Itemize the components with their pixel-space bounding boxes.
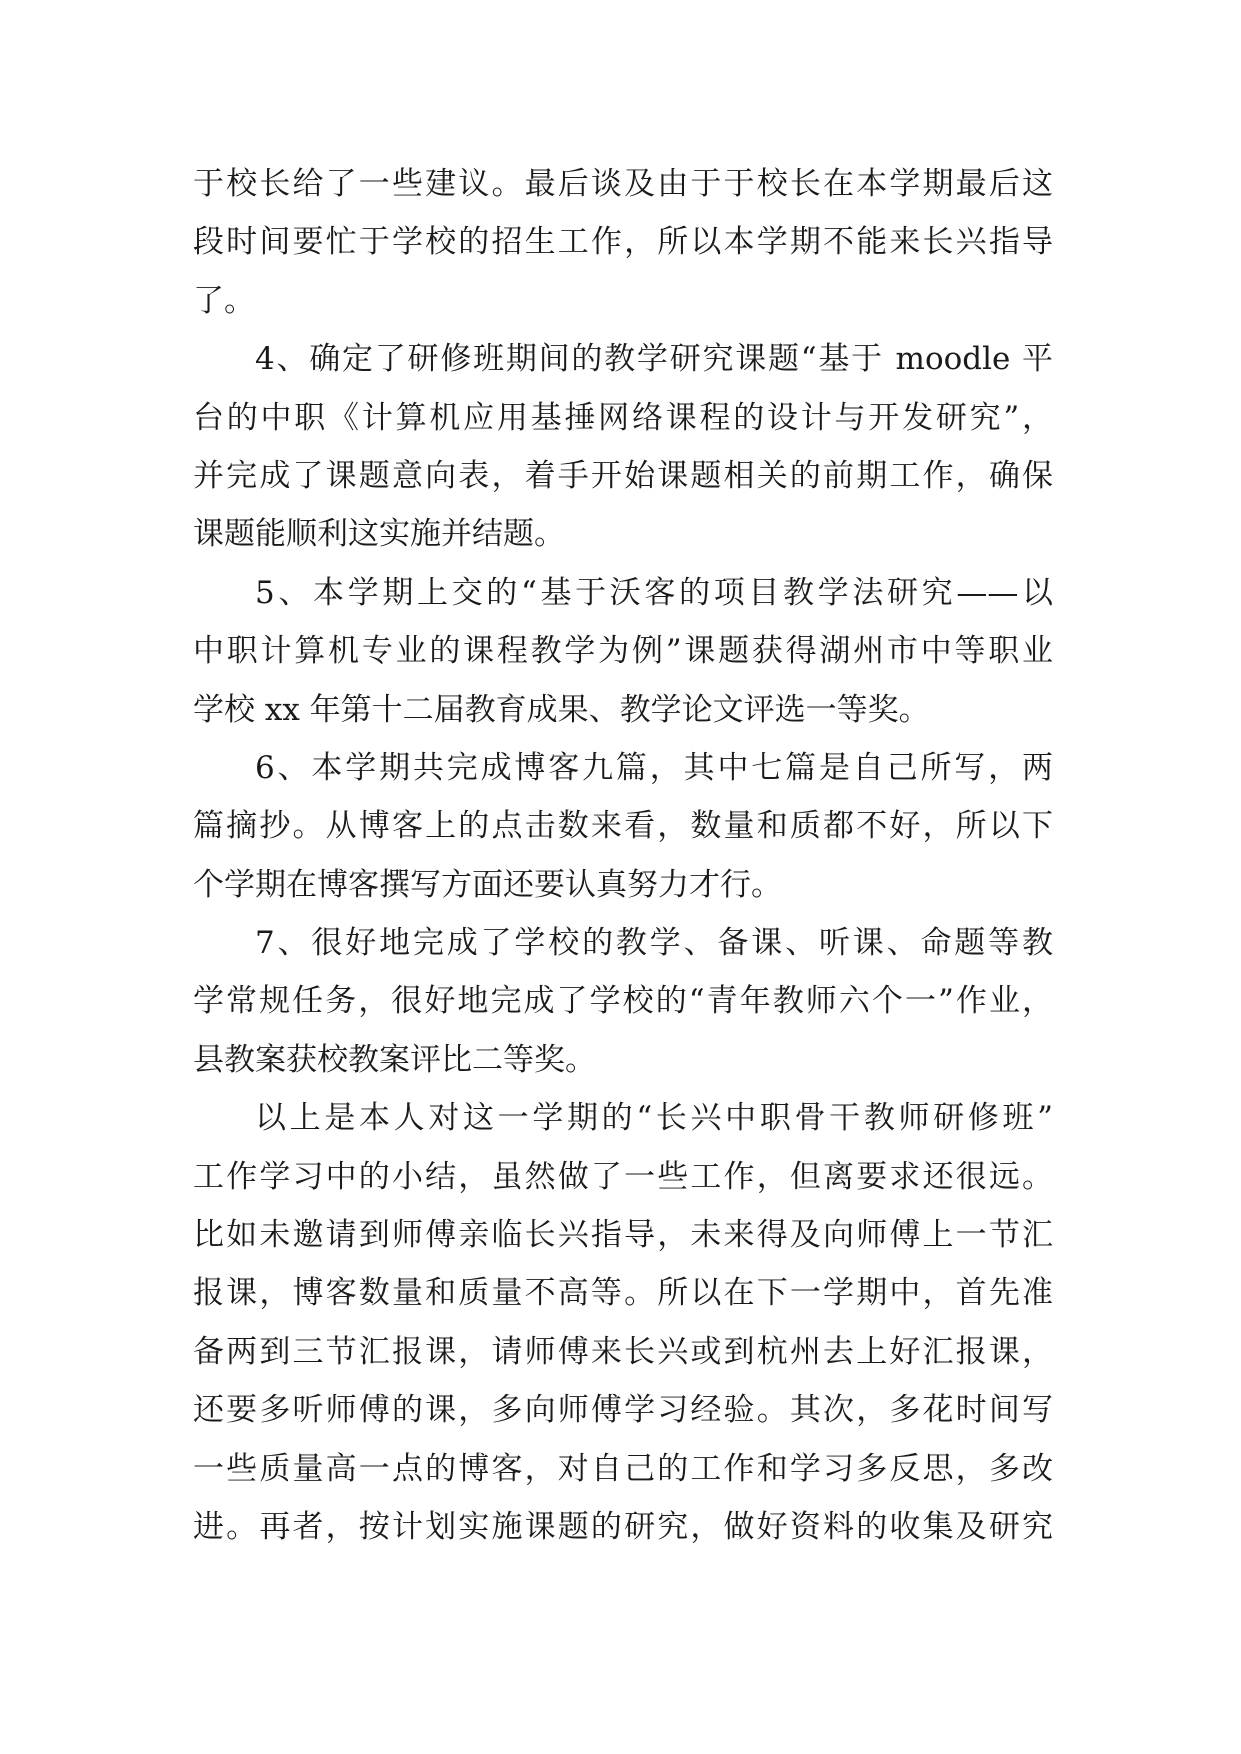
text-line: 个学期在博客撰写方面还要认真努力才行。 xyxy=(193,866,782,903)
document-body xyxy=(193,155,1053,1556)
text-line: 篇摘抄。从博客上的点击数来看，数量和质都不好，所以下 xyxy=(193,808,1053,845)
text-line: 工作学习中的小结，虽然做了一些工作，但离要求还很远。 xyxy=(193,1158,1053,1195)
text-line: 还要多听师傅的课，多向师傅学习经验。其次，多花时间写 xyxy=(193,1392,1053,1429)
text-line: 5、本学期上交的“基于沃客的项目教学法研究——以 xyxy=(255,574,1053,611)
text-line: 备两到三节汇报课，请师傅来长兴或到杭州去上好汇报课， xyxy=(193,1333,1053,1370)
text-line: 学常规任务，很好地完成了学校的“青年教师六个一”作业， xyxy=(193,983,1053,1020)
text-line: 6、本学期共完成博客九篇，其中七篇是自己所写，两 xyxy=(255,749,1053,786)
text-line: 以上是本人对这一学期的“长兴中职骨干教师研修班” xyxy=(255,1100,1053,1137)
text-line: 一些质量高一点的博客，对自己的工作和学习多反思，多改 xyxy=(193,1450,1053,1487)
text-line: 县教案获校教案评比二等奖。 xyxy=(193,1041,596,1078)
text-line: 比如未邀请到师傅亲临长兴指导，未来得及向师傅上一节汇 xyxy=(193,1217,1053,1254)
text-line: 段时间要忙于学校的招生工作，所以本学期不能来长兴指导 xyxy=(193,224,1053,261)
text-line: 课题能顺利这实施并结题。 xyxy=(193,516,565,553)
text-line: 进。再者，按计划实施课题的研究，做好资料的收集及研究 xyxy=(193,1508,1053,1545)
text-line: 于校长给了一些建议。最后谈及由于于校长在本学期最后这 xyxy=(193,166,1053,202)
text-line: 了。 xyxy=(193,282,255,319)
text-line: 台的中职《计算机应用基捶网络课程的设计与开发研究”， xyxy=(193,399,1053,436)
text-line: 报课，博客数量和质量不高等。所以在下一学期中，首先准 xyxy=(193,1275,1053,1312)
text-line: 学校 xx 年第十二届教育成果、教学论文评选一等奖。 xyxy=(193,691,930,728)
text-line: 7、很好地完成了学校的教学、备课、听课、命题等教 xyxy=(255,925,1053,962)
text-line: 并完成了课题意向表，着手开始课题相关的前期工作，确保 xyxy=(193,457,1053,494)
text-line: 4、确定了研修班期间的教学研究课题“基于 moodle 平 xyxy=(255,341,1053,378)
text-line: 中职计算机专业的课程教学为例”课题获得湖州市中等职业 xyxy=(193,633,1053,670)
